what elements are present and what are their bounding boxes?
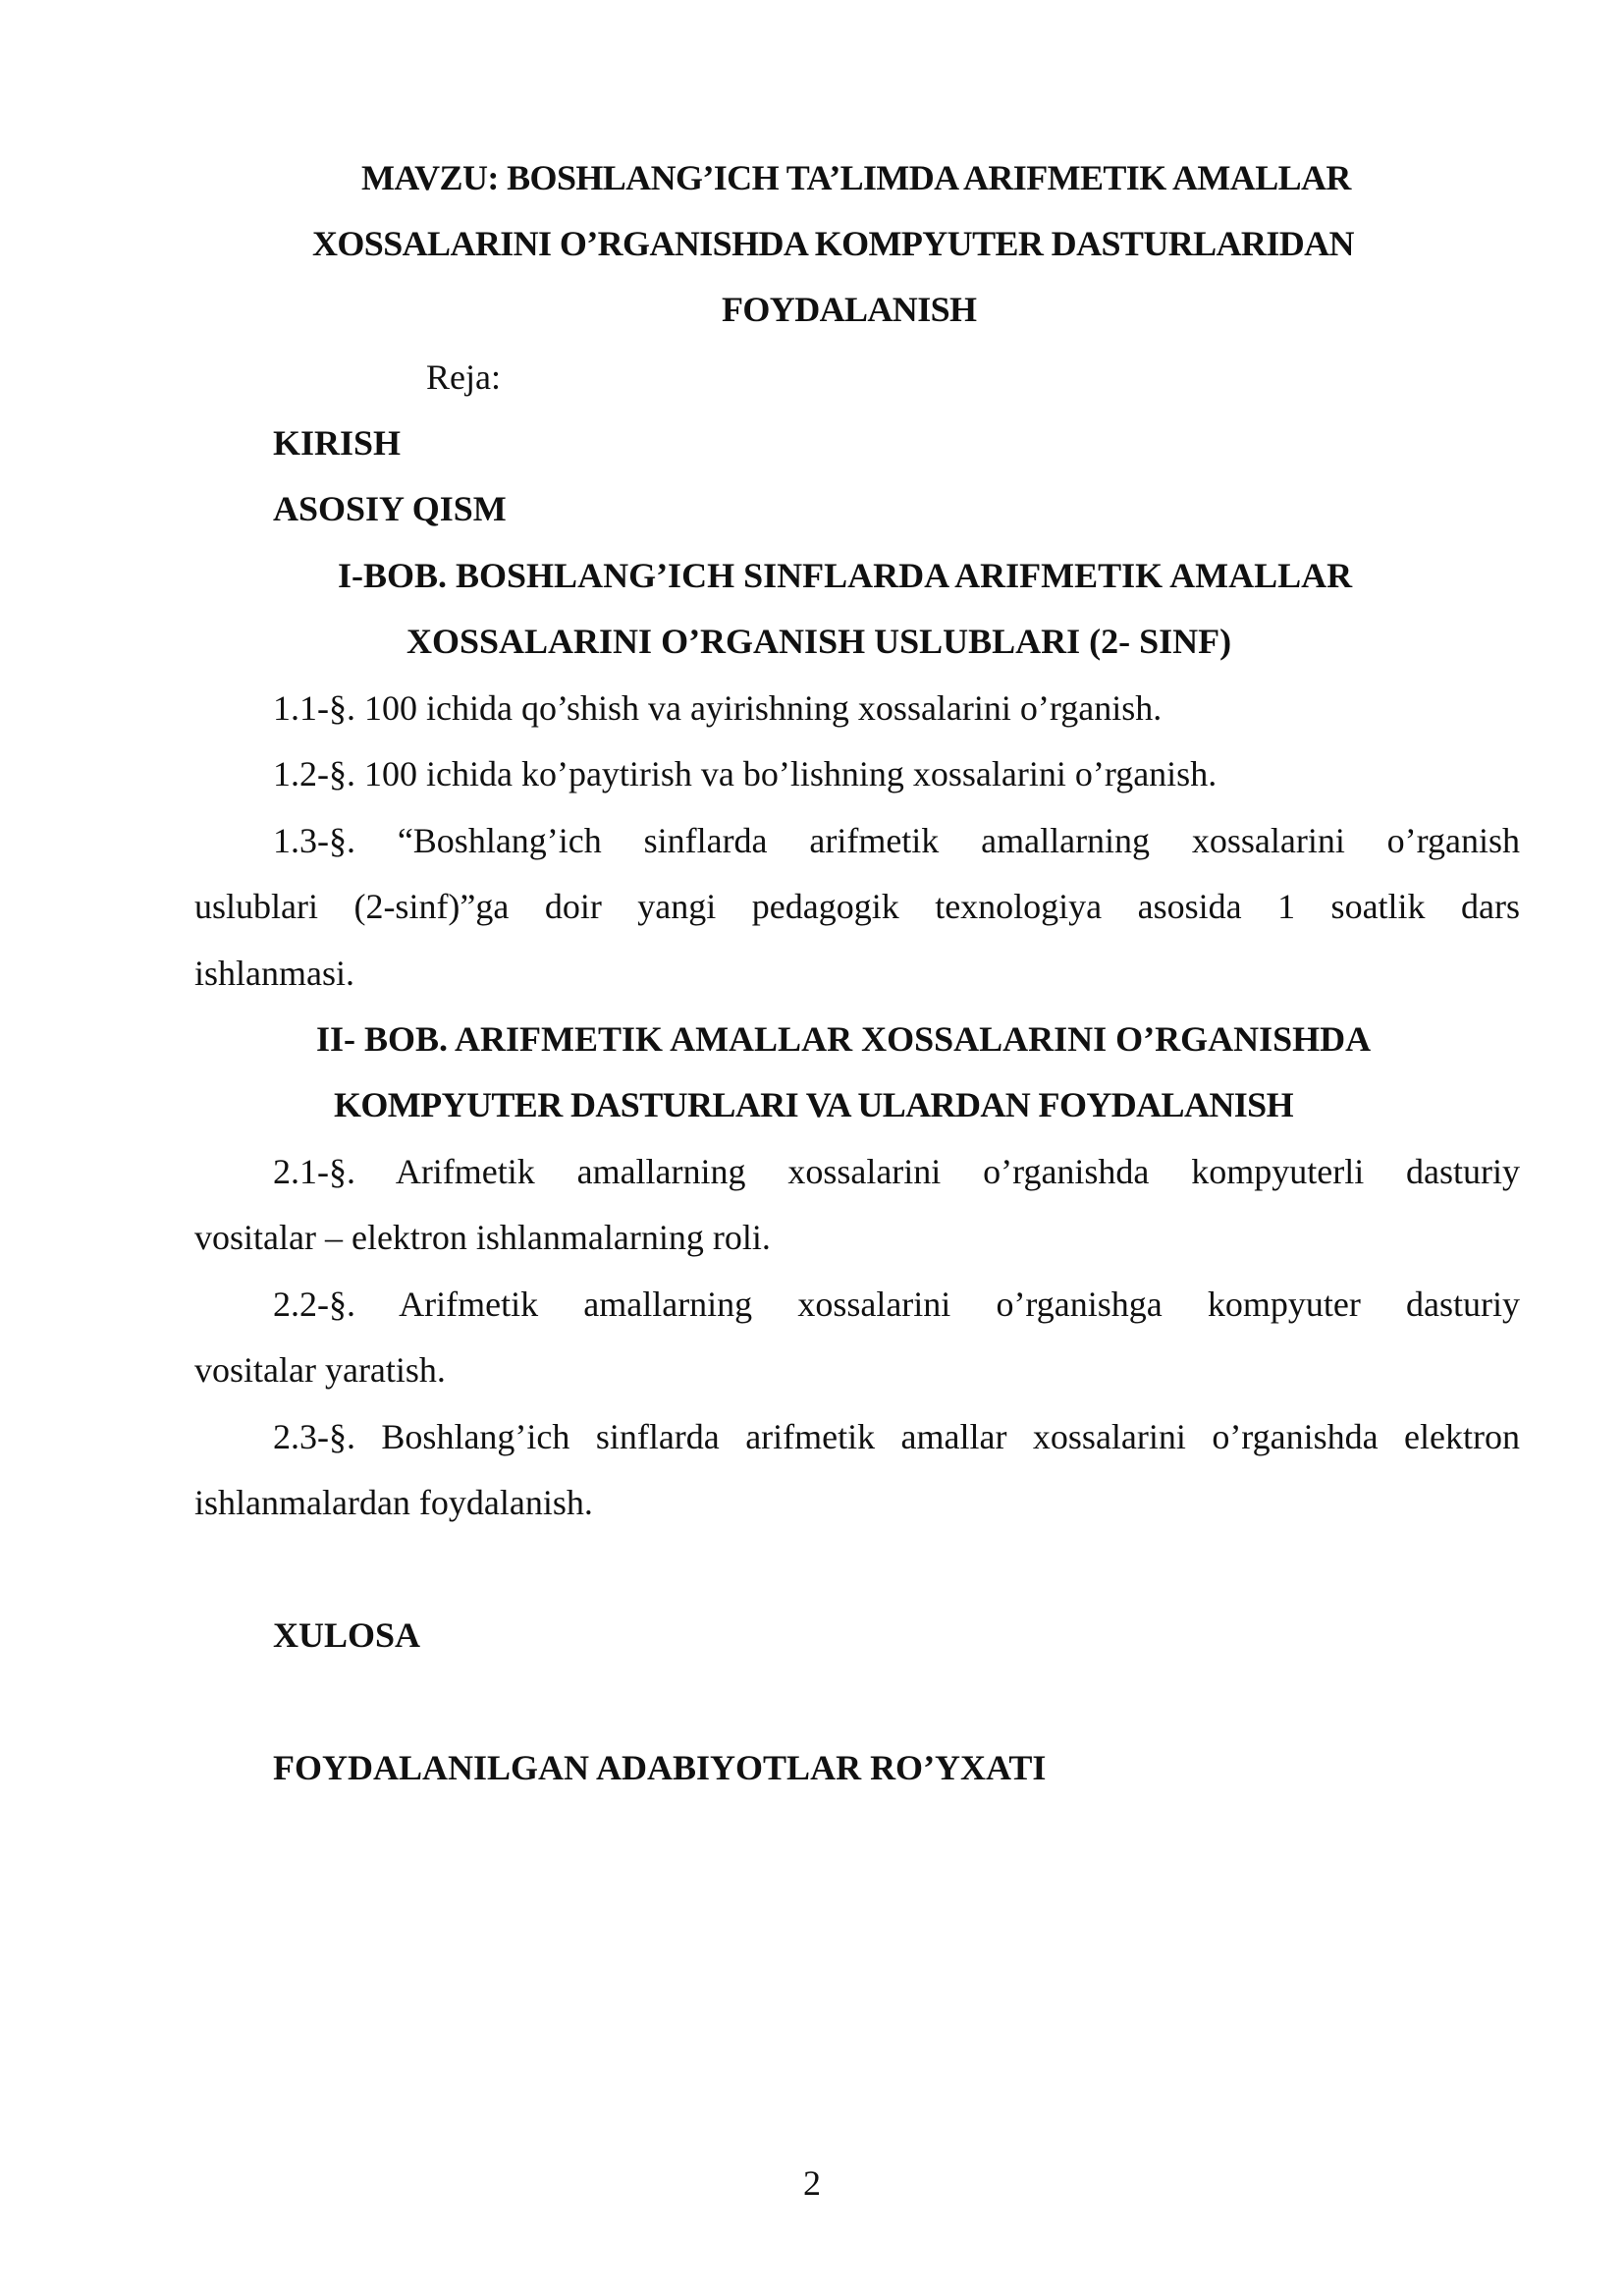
chapter-2-item-2-1-line-1: 2.1-§. Arifmetik amallarning xossalarini o’rganishda kompyuterli dasturiy [273,1152,1520,1191]
chapter-2-item-2-2-line-1: 2.2-§. Arifmetik amallarning xossalarini o’rganishga kompyuter dasturiy [273,1285,1520,1324]
page-number: 2 [803,2163,821,2203]
section-references: FOYDALANILGAN ADABIYOTLAR RO’YXATI [273,1748,1047,1787]
section-intro: KIRISH [273,423,402,463]
chapter-1-title-line-2: XOSSALARINI O’RGANISH USLUBLARI (2- SINF) [406,622,1232,661]
chapter-2-title-line-1: II- BOB. ARIFMETIK AMALLAR XOSSALARINI O’RGANISHDA [316,1019,1372,1059]
chapter-2-item-2-1-line-2: vositalar – elektron ishlanmalarning roli. [194,1218,771,1257]
chapter-1-item-1-3-line-2: uslublari (2-sinf)”ga doir yangi pedagogik texnologiya asosida 1 soatlik dars [194,887,1520,926]
document-title-line-2: XOSSALARINI O’RGANISHDA KOMPYUTER DASTURLARIDAN [312,224,1354,263]
chapter-1-item-1-2: 1.2-§. 100 ichida ko’paytirish va bo’lishning xossalarini o’rganish. [273,754,1218,793]
chapter-2-item-2-3-line-2: ishlanmalardan foydalanish. [194,1483,593,1522]
section-conclusion: XULOSA [273,1615,421,1655]
document-title-line-3: FOYDALANISH [722,290,977,329]
chapter-1-item-1-3-line-3: ishlanmasi. [194,954,354,993]
chapter-2-item-2-2-line-2: vositalar yaratish. [194,1350,446,1390]
section-main-part: ASOSIY QISM [273,489,507,528]
chapter-1-title-line-1: I-BOB. BOSHLANG’ICH SINFLARDA ARIFMETIK AMALLAR [338,556,1353,595]
document-title-line-1: MAVZU: BOSHLANG’ICH TA’LIMDA ARIFMETIK AMALLAR [361,158,1351,197]
plan-label: Reja: [426,357,501,397]
chapter-2-title-line-2: KOMPYUTER DASTURLARI VA ULARDAN FOYDALANISH [334,1085,1293,1124]
chapter-1-item-1-1: 1.1-§. 100 ichida qo’shish va ayirishning xossalarini o’rganish. [273,688,1163,728]
chapter-1-item-1-3-line-1: 1.3-§. “Boshlang’ich sinflarda arifmetik amallarning xossalarini o’rganish [273,821,1520,860]
chapter-2-item-2-3-line-1: 2.3-§. Boshlang’ich sinflarda arifmetik amallar xossalarini o’rganishda elektron [273,1417,1520,1456]
